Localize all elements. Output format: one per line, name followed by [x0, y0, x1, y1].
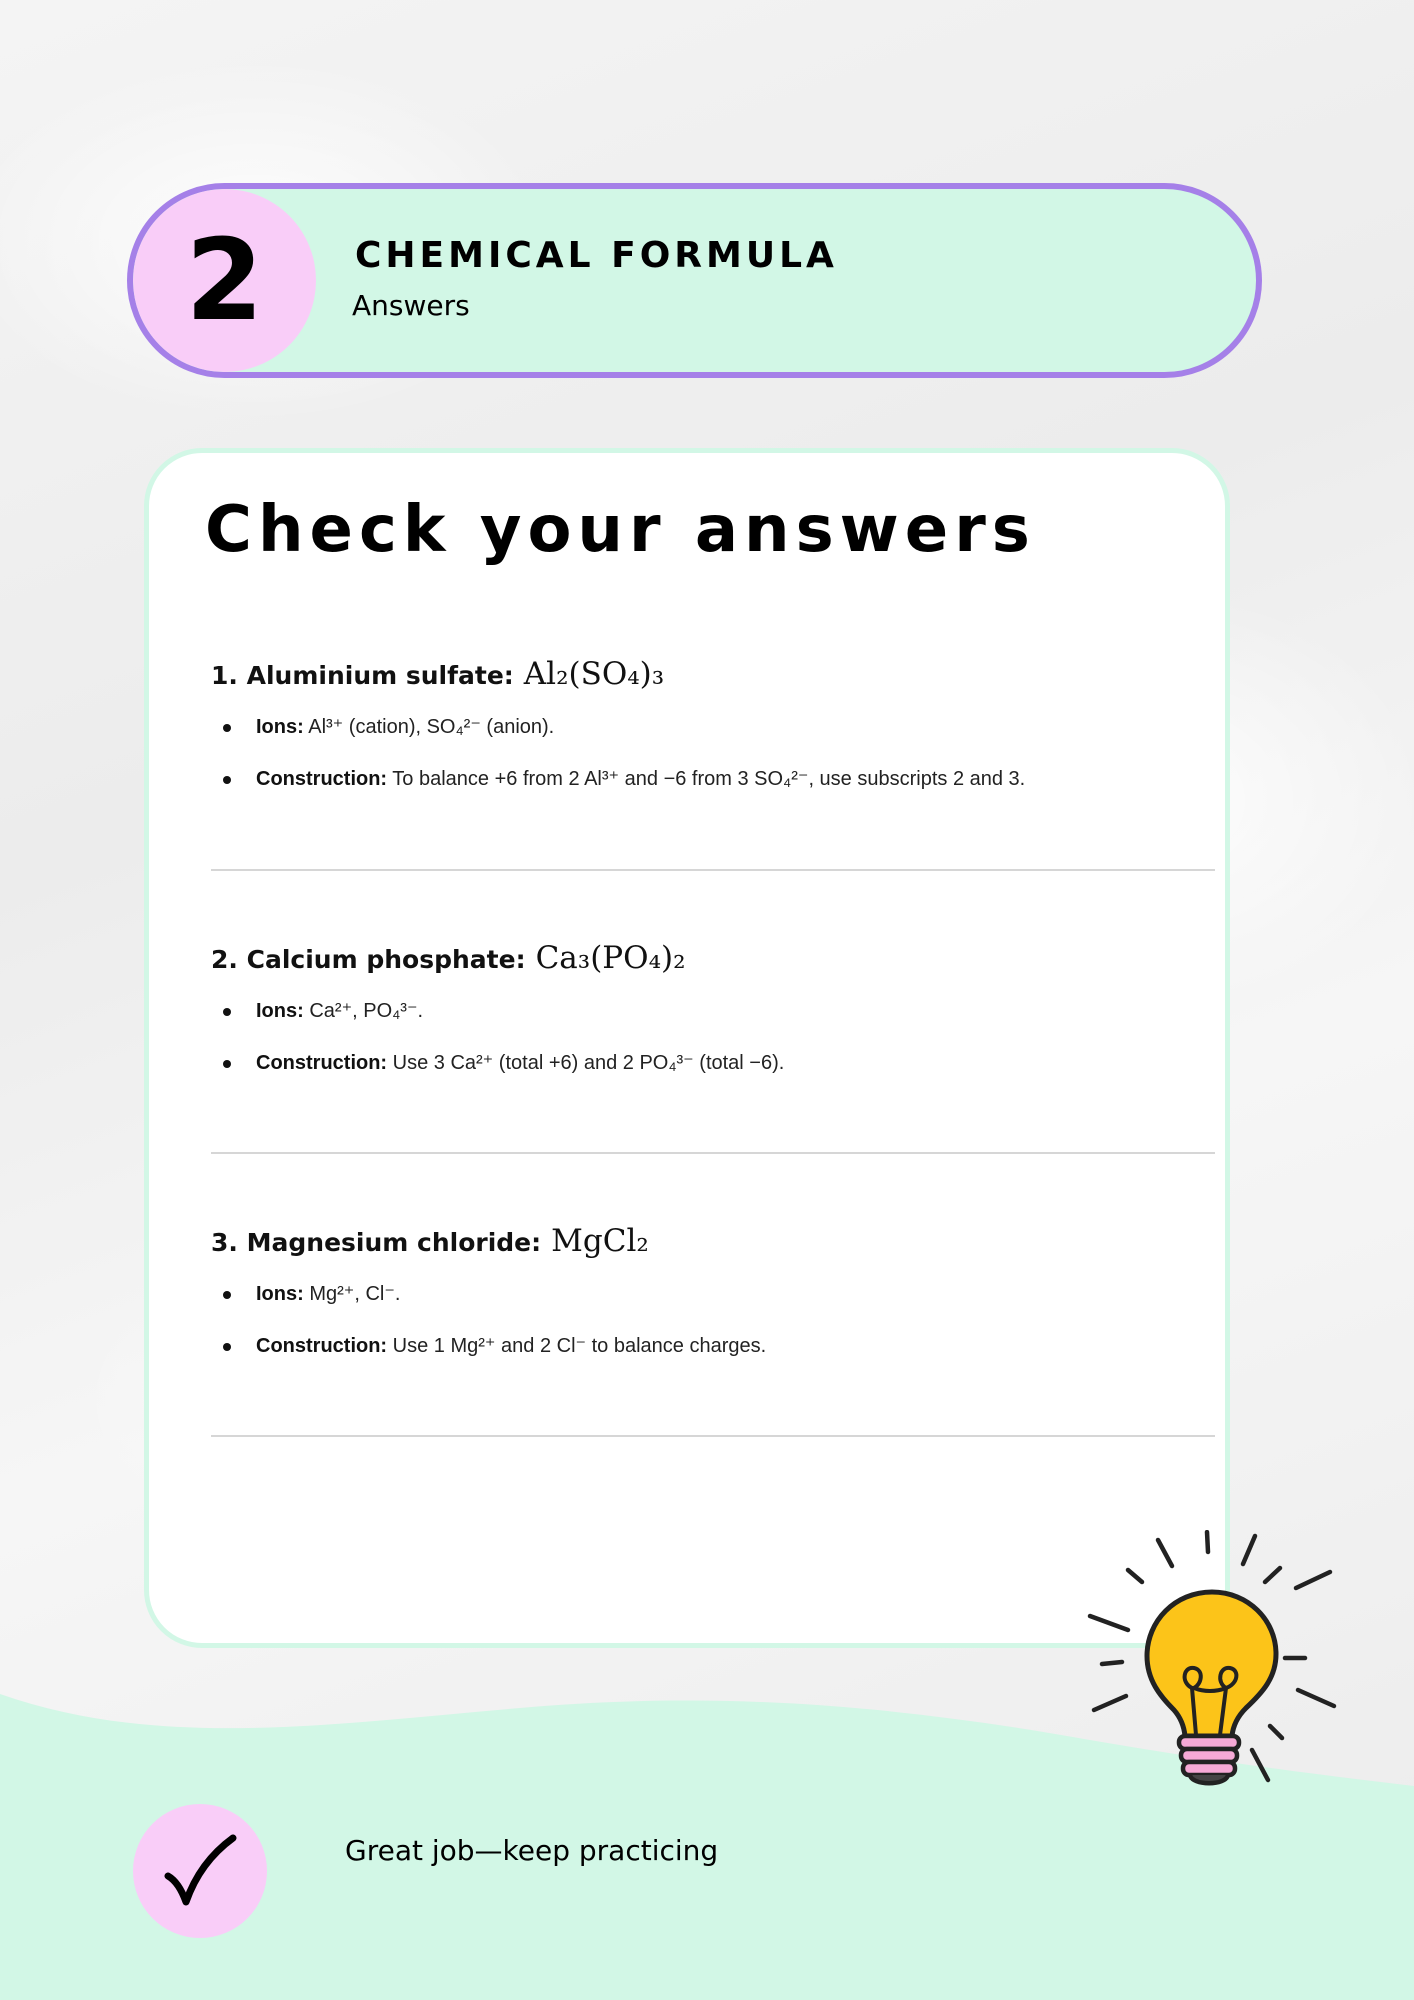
ions-label: Ions:	[256, 1283, 304, 1305]
compound-name: Magnesium chloride:	[246, 1228, 542, 1257]
answer-details	[211, 1279, 1211, 1383]
footer-message: Great job—keep practicing	[345, 1834, 719, 1867]
compound-name: Calcium phosphate:	[246, 945, 526, 974]
card-title: Check your answers	[205, 493, 1036, 567]
answer-heading	[211, 1223, 1211, 1269]
lightbulb-icon	[1080, 1530, 1340, 1800]
compound-formula: MgCl₂	[551, 1223, 649, 1259]
answers-card	[144, 448, 1230, 1648]
answer-heading	[211, 940, 1211, 986]
section-number: 2	[185, 215, 264, 346]
compound-formula: Al₂(SO₄)₃	[523, 656, 665, 692]
ions-text: Al³⁺ (cation), SO₄²⁻ (anion).	[308, 716, 555, 738]
divider	[211, 1152, 1215, 1154]
answer-index: 1.	[211, 661, 238, 690]
checkmark-badge	[133, 1804, 267, 1938]
answer-details	[211, 996, 1211, 1100]
construction-line	[211, 1331, 1211, 1383]
divider	[211, 1435, 1215, 1437]
construction-text: Use 1 Mg²⁺ and 2 Cl⁻ to balance charges.	[392, 1335, 767, 1357]
compound-name: Aluminium sulfate:	[246, 661, 514, 690]
construction-text: To balance +6 from 2 Al³⁺ and −6 from 3 SO₄²⁻, use subscripts 2 and 3.	[392, 768, 1026, 790]
answer-details	[211, 712, 1211, 816]
construction-label: Construction:	[256, 1335, 388, 1357]
construction-label: Construction:	[256, 768, 388, 790]
construction-label: Construction:	[256, 1052, 388, 1074]
ions-label: Ions:	[256, 1000, 304, 1022]
section-subtitle: Answers	[352, 289, 470, 322]
ions-label: Ions:	[256, 716, 304, 738]
answer-item	[211, 656, 1211, 816]
answer-index: 3.	[211, 1228, 238, 1257]
compound-formula: Ca₃(PO₄)₂	[535, 940, 686, 976]
ions-line	[211, 712, 1211, 764]
section-title: CHEMICAL FORMULA	[355, 235, 838, 276]
ions-line	[211, 1279, 1211, 1331]
answer-item	[211, 940, 1211, 1100]
ions-text: Mg²⁺, Cl⁻.	[309, 1283, 401, 1305]
ions-text: Ca²⁺, PO₄³⁻.	[309, 1000, 424, 1022]
construction-text: Use 3 Ca²⁺ (total +6) and 2 PO₄³⁻ (total −6).	[392, 1052, 785, 1074]
section-number-badge	[133, 189, 316, 372]
answer-index: 2.	[211, 945, 238, 974]
divider	[211, 869, 1215, 871]
checkmark-icon	[133, 1804, 267, 1938]
answer-item	[211, 1223, 1211, 1383]
answer-heading	[211, 656, 1211, 702]
construction-line	[211, 764, 1211, 816]
section-header	[127, 183, 1262, 378]
construction-line	[211, 1048, 1211, 1100]
ions-line	[211, 996, 1211, 1048]
